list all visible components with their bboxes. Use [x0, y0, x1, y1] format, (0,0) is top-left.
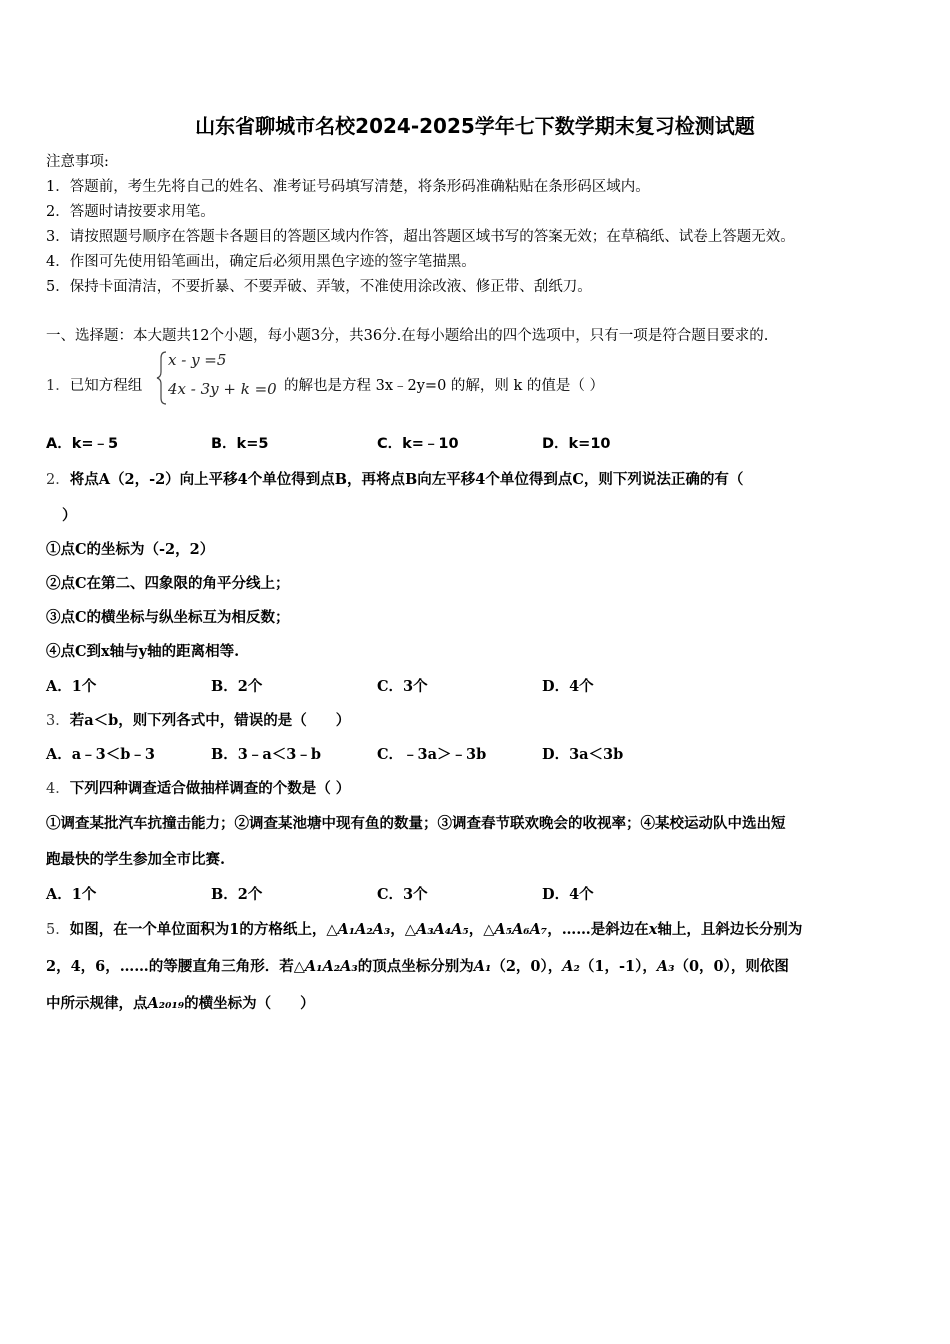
q5-text: 中所示规律，点 — [46, 995, 148, 1012]
q5-text: （1，-1）， — [579, 958, 657, 975]
question-5-line-2 — [46, 957, 789, 977]
question-2-label — [46, 470, 743, 490]
equation-system — [156, 350, 286, 406]
q3-option-d[interactable]: D．3a＜3b — [542, 746, 624, 763]
question-number: 2． — [46, 472, 70, 488]
point-a1: A₁ — [473, 958, 492, 975]
section-heading: 一、选择题：本大题共12个小题，每小题3分，共36分.在每小题给出的四个选项中，只有一项是符合题目要求的. — [46, 328, 769, 344]
triangle-1: A₁A₂A₃ — [304, 958, 358, 975]
q5-text: （2，0）， — [491, 958, 563, 975]
notice-item-2: 2．答题时请按要求用笔。 — [46, 204, 215, 220]
q5-text: ，△ — [390, 921, 416, 938]
q3-option-a[interactable]: A．a﹣3＜b﹣3 — [46, 746, 155, 763]
q4-option-d[interactable]: D．4个 — [542, 886, 594, 903]
question-number: 4． — [46, 781, 70, 797]
question-text: 已知方程组 — [69, 378, 143, 394]
q5-text: ，△ — [468, 921, 495, 938]
triangle-2: A₃A₄A₅ — [415, 921, 469, 938]
q1-option-d[interactable]: D．k=10 — [542, 436, 611, 452]
page-title: 山东省聊城市名校2024-2025学年七下数学期末复习检测试题 — [195, 114, 755, 138]
question-2-text-cont: ） — [62, 507, 77, 524]
notice-item-4: 4．作图可先使用铅笔画出，确定后必须用黑色字迹的签字笔描黑。 — [46, 254, 476, 270]
point-a2: A₂ — [562, 958, 580, 975]
q2-option-a[interactable]: A．1个 — [46, 678, 97, 695]
q2-statement-1: ①点C的坐标为（-2，2） — [46, 541, 215, 558]
question-text: 下列四种调查适合做抽样调查的个数是（ ） — [69, 780, 351, 797]
notice-item-5: 5．保持卡面清洁，不要折暴、不要弄破、弄皱，不准使用涂改液、修正带、刮纸刀。 — [46, 279, 592, 295]
question-1-text: 的解也是方程 3x﹣2y=0 的解，则 k 的值是（ ） — [284, 378, 605, 394]
notice-item-3: 3．请按照题号顺序在答题卡各题目的答题区域内作答，超出答题区域书写的答案无效；在草稿纸、试卷上答题无效。 — [46, 229, 795, 245]
triangle-1: A₁A₂A₃ — [337, 921, 391, 938]
q5-text: 的横坐标为（ ） — [184, 995, 315, 1012]
x-axis-var: x — [648, 921, 658, 938]
question-1-label — [46, 376, 142, 396]
q5-text: 轴上，且斜边长分别为 — [657, 921, 803, 938]
question-5-line-3 — [46, 994, 315, 1014]
q2-option-c[interactable]: C．3个 — [377, 678, 428, 695]
q4-line-2: ①调查某批汽车抗撞击能力；②调查某池塘中现有鱼的数量；③调查春节联欢晚会的收视率；④某校运动队中选出短 — [46, 815, 786, 832]
question-text: 若a＜b，则下列各式中，错误的是（ ） — [69, 712, 351, 729]
question-number: 5． — [46, 922, 70, 938]
q2-statement-2: ②点C在第二、四象限的角平分线上； — [46, 575, 290, 592]
q5-text: 如图，在一个单位面积为1的方格纸上，△ — [69, 921, 338, 938]
q5-text: 的顶点坐标分别为 — [357, 958, 474, 975]
equation-2: 4x - 3y + k =0 — [168, 380, 277, 398]
question-text: 将点A（2，-2）向上平移4个单位得到点B，再将点B向左平移4个单位得到点C，则下列说法正确的有（ — [69, 471, 744, 488]
q2-option-d[interactable]: D．4个 — [542, 678, 594, 695]
q3-option-c[interactable]: C．﹣3a＞﹣3b — [377, 746, 487, 763]
notice-heading: 注意事项: — [46, 154, 109, 170]
q3-option-b[interactable]: B．3﹣a＜3﹣b — [211, 746, 321, 763]
q5-text: （0，0），则依图 — [674, 958, 789, 975]
q1-option-b[interactable]: B．k=5 — [211, 436, 269, 452]
question-number: 3． — [46, 713, 70, 729]
notice-item-1: 1．答题前，考生先将自己的姓名、准考证号码填写清楚，将条形码准确粘贴在条形码区域内。 — [46, 179, 650, 195]
q2-option-b[interactable]: B．2个 — [211, 678, 263, 695]
triangle-3: A₅A₆A₇ — [494, 921, 548, 938]
q4-option-b[interactable]: B．2个 — [211, 886, 263, 903]
q4-line-3: 跑最快的学生参加全市比赛. — [46, 851, 226, 868]
q4-option-c[interactable]: C．3个 — [377, 886, 428, 903]
question-5-line-1 — [46, 920, 802, 940]
q2-statement-4: ④点C到x轴与y轴的距离相等. — [46, 643, 240, 660]
q1-option-a[interactable]: A．k=﹣5 — [46, 436, 119, 452]
q5-text: ，……是斜边在 — [547, 921, 649, 938]
q4-option-a[interactable]: A．1个 — [46, 886, 97, 903]
q5-text: 2，4，6，……的等腰直角三角形．若△ — [46, 958, 305, 975]
point-a2019: A₂₀₁₉ — [147, 995, 185, 1012]
question-3-label — [46, 711, 350, 731]
q2-statement-3: ③点C的横坐标与纵坐标互为相反数； — [46, 609, 290, 626]
question-number: 1． — [46, 378, 70, 394]
question-4-label — [46, 779, 350, 799]
q1-option-c[interactable]: C．k=﹣10 — [377, 436, 459, 452]
point-a3: A₃ — [656, 958, 675, 975]
equation-1: x - y =5 — [168, 351, 227, 369]
